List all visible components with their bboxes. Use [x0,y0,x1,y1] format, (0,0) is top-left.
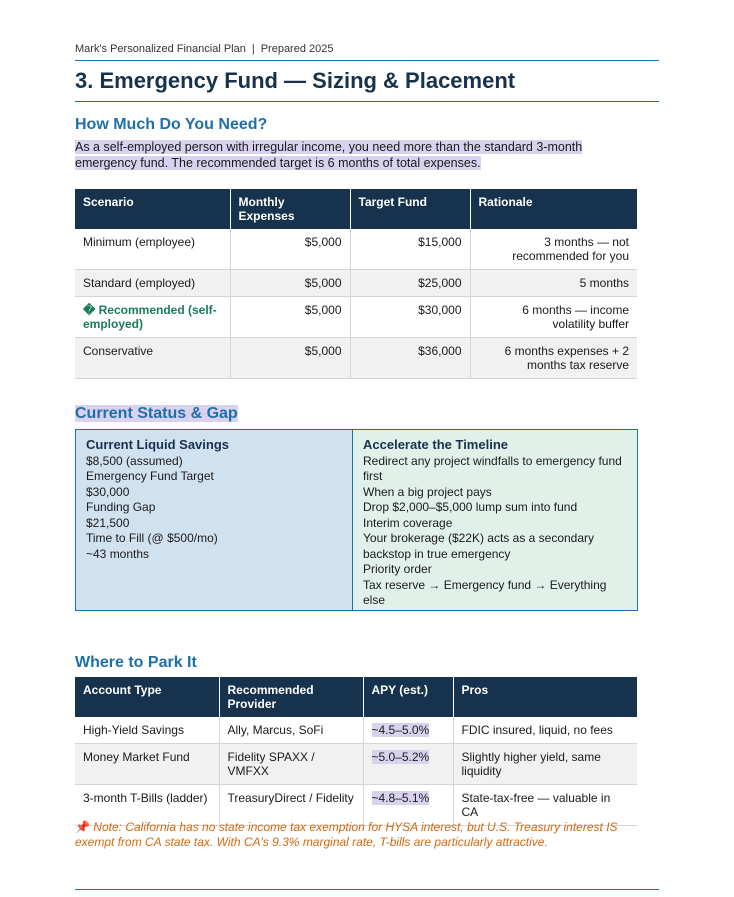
box-line: ~43 months [86,546,150,561]
header-separator: | [251,43,255,55]
ca-tax-note [75,820,635,849]
need-heading: How Much Do You Need? [75,116,268,133]
monthly-cell: $5,000 [230,297,350,338]
scenario-cell: Standard (employed) [75,270,230,297]
apy-value: ~4.5–5.0% [371,723,430,737]
current-savings-title: Current Liquid Savings [86,437,230,452]
table-row-recommended [75,297,637,338]
plan-name: Mark's Personalized Financial Plan [75,43,246,55]
page-header [75,43,659,61]
col-header: Rationale [470,189,637,229]
scenario-cell: Minimum (employee) [75,229,230,270]
prepared-date: Prepared 2025 [260,43,334,55]
box-line: $21,500 [86,515,130,530]
apy-cell [363,717,453,744]
intro-text: As a self-employed person with irregular income, you need more than the standard 3-month emergency fund. The recommended target is 6 months of total expenses. [75,140,583,170]
box-line: Funding Gap [86,500,156,514]
current-savings-box [75,429,353,611]
box-line: $30,000 [86,484,130,499]
placement-table [75,677,637,826]
col-header: Monthly Expenses [230,189,350,229]
park-heading: Where to Park It [75,654,197,671]
section-title: 3. Emergency Fund — Sizing & Placement [75,68,659,102]
table-row [75,744,637,785]
status-heading-text: Current Status & Gap [75,405,238,422]
box-line: Your brokerage ($22K) acts as a secondary backstop in true emergency [363,531,595,561]
col-header: Account Type [75,677,219,717]
box-line: $8,500 (assumed) [86,453,183,468]
col-header: Scenario [75,189,230,229]
box-line: Emergency Fund Target [86,469,214,483]
table-row [75,717,637,744]
box-line: When a big project pays [363,484,492,499]
intro-paragraph [75,139,635,171]
col-header: APY (est.) [363,677,453,717]
apy-value: ~4.8–5.1% [371,791,430,805]
table-row [75,270,637,297]
note-text: Note: California has no state income tax exemption for HYSA interest, but U.S. Treasury interest IS exempt from CA state tax. With CA's 9.3% marginal rate, T-bills are particularly attractive. [75,820,618,849]
col-header: Pros [453,677,637,717]
provider-cell: Fidelity SPAXX / VMFXX [219,744,363,785]
rationale-cell: 3 months — not recommended for you [470,229,637,270]
account-type-cell: 3-month T-Bills (ladder) [75,785,219,826]
monthly-cell: $5,000 [230,338,350,379]
accelerate-box [353,429,638,611]
box-line: Time to Fill (@ $500/mo) [86,531,218,545]
account-type-cell: Money Market Fund [75,744,219,785]
account-type-cell: High-Yield Savings [75,717,219,744]
table-row [75,338,637,379]
footer-divider [75,889,659,890]
box-line: Priority order [363,562,432,576]
rationale-cell: 5 months [470,270,637,297]
target-cell: $30,000 [350,297,470,338]
provider-cell: Ally, Marcus, SoFi [219,717,363,744]
scenario-cell: � Recommended (self-employed) [75,297,230,338]
apy-value: ~5.0–5.2% [371,750,430,764]
table-header-row [75,189,637,229]
target-cell: $36,000 [350,338,470,379]
box-line: Drop $2,000–$5,000 lump sum into fund [363,500,578,514]
monthly-cell: $5,000 [230,229,350,270]
apy-cell [363,744,453,785]
rationale-cell: 6 months expenses + 2 months tax reserve [470,338,637,379]
box-line: Tax reserve → Emergency fund → Everything else [363,577,607,607]
monthly-cell: $5,000 [230,270,350,297]
pushpin-icon: 📌 [75,820,90,834]
pros-cell: FDIC insured, liquid, no fees [453,717,637,744]
pros-cell: State-tax-free — valuable in CA [453,785,637,826]
status-boxes [75,429,638,611]
box-line: Interim coverage [363,515,453,530]
target-cell: $15,000 [350,229,470,270]
pros-cell: Slightly higher yield, same liquidity [453,744,637,785]
scenario-table [75,189,637,379]
box-line: Redirect any project windfalls to emergency fund first [363,453,622,483]
rationale-cell: 6 months — income volatility buffer [470,297,637,338]
scenario-cell: Conservative [75,338,230,379]
target-cell: $25,000 [350,270,470,297]
col-header: Recommended Provider [219,677,363,717]
provider-cell: TreasuryDirect / Fidelity [219,785,363,826]
table-row [75,229,637,270]
accelerate-title: Accelerate the Timeline [363,437,508,452]
col-header: Target Fund [350,189,470,229]
table-header-row [75,677,637,717]
status-heading [75,405,238,423]
